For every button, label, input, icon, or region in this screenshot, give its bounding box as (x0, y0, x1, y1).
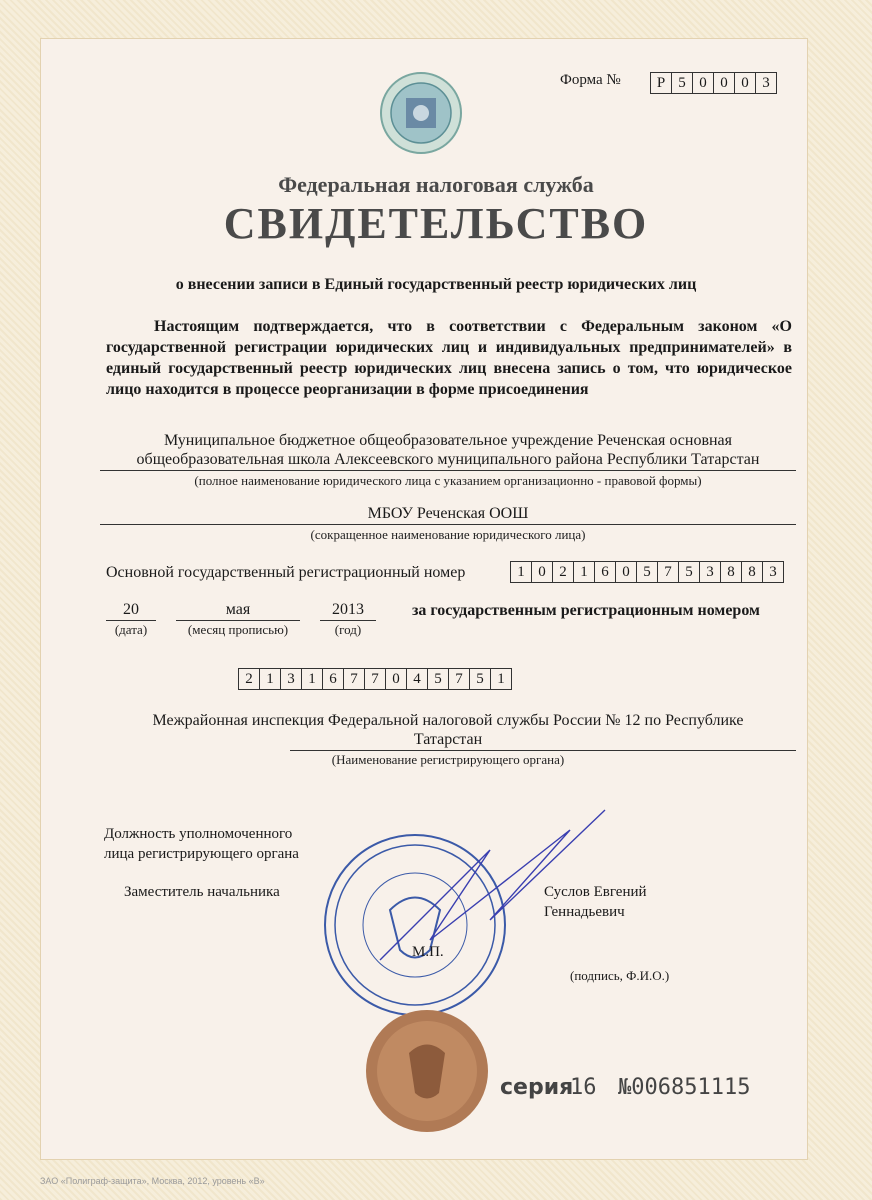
entity-short-name: МБОУ Реченская ООШ (367, 505, 529, 522)
authority-underline (290, 750, 796, 751)
signature-mark (370, 790, 610, 980)
emblem-hologram-icon (378, 70, 464, 156)
ogrn-cell: 6 (595, 561, 616, 583)
grn-cell: 7 (344, 668, 365, 690)
position-label-line2: лица регистрирующего органа (104, 846, 299, 862)
grn-cell: 5 (428, 668, 449, 690)
grn-number (238, 668, 512, 690)
agency-name: Федеральная налоговая служба (278, 172, 594, 197)
date-year-caption: (год) (334, 622, 362, 637)
grn-cell: 7 (449, 668, 470, 690)
document-subtitle: о внесении записи в Единый государственный реестр юридических лиц (175, 276, 697, 293)
date-month-caption: (месяц прописью) (187, 622, 289, 637)
ogrn-cell: 0 (532, 561, 553, 583)
entity-full-name-line2: общеобразовательная школа Алексеевского муниципального района Республики Татарстан (136, 451, 760, 468)
form-code-cell: 0 (693, 72, 714, 94)
printer-footer: ЗАО «Полиграф-защита», Москва, 2012, уровень «В» (40, 1176, 265, 1186)
ogrn-cell: 3 (700, 561, 721, 583)
grn-cell: 4 (407, 668, 428, 690)
grn-cell: 1 (491, 668, 512, 690)
short-name-underline (100, 524, 796, 525)
date-month-underline (176, 620, 300, 621)
series-value: 16 (570, 1075, 597, 1100)
form-code-cell: Р (650, 72, 672, 94)
registration-label: за государственным регистрационным номером (412, 602, 760, 619)
signature-caption: (подпись, Ф.И.О.) (570, 968, 670, 983)
form-code-cell: 0 (714, 72, 735, 94)
ogrn-cell: 5 (679, 561, 700, 583)
ogrn-cell: 5 (637, 561, 658, 583)
ogrn-number (510, 561, 784, 583)
full-name-underline (100, 470, 796, 471)
grn-cell: 6 (323, 668, 344, 690)
ogrn-cell: 2 (553, 561, 574, 583)
grn-cell: 2 (238, 668, 260, 690)
ogrn-cell: 3 (763, 561, 784, 583)
ogrn-cell: 8 (721, 561, 742, 583)
series-label: серия (500, 1075, 574, 1100)
document-title: СВИДЕТЕЛЬСТВО (223, 199, 649, 248)
ogrn-cell: 0 (616, 561, 637, 583)
ogrn-cell: 8 (742, 561, 763, 583)
ogrn-label: Основной государственный регистрационный номер (106, 564, 466, 581)
ogrn-cell: 1 (510, 561, 532, 583)
date-day: 20 (123, 601, 139, 618)
gold-seal-icon (364, 1008, 490, 1134)
date-year: 2013 (332, 601, 364, 618)
form-code-cell: 3 (756, 72, 777, 94)
grn-cell: 1 (260, 668, 281, 690)
authority-line1: Межрайонная инспекция Федеральной налоговой службы России № 12 по Республике (152, 712, 744, 729)
ogrn-cell: 7 (658, 561, 679, 583)
official-position: Заместитель начальника (124, 884, 280, 900)
series-number: №006851115 (618, 1075, 751, 1100)
form-code-cell: 0 (735, 72, 756, 94)
grn-cell: 5 (470, 668, 491, 690)
grn-cell: 0 (386, 668, 407, 690)
form-label: Форма № (560, 72, 621, 88)
grn-cell: 1 (302, 668, 323, 690)
grn-cell: 3 (281, 668, 302, 690)
ogrn-cell: 1 (574, 561, 595, 583)
official-name-line1: Суслов Евгений (544, 884, 647, 900)
form-code (650, 72, 777, 94)
date-day-caption: (дата) (114, 622, 148, 637)
full-name-caption: (полное наименование юридического лица с указанием организационно - правовой формы) (194, 473, 702, 488)
grn-cell: 7 (365, 668, 386, 690)
form-code-cell: 5 (672, 72, 693, 94)
date-year-underline (320, 620, 376, 621)
authority-caption: (Наименование регистрирующего органа) (331, 752, 565, 767)
statement-text: Настоящим подтверждается, что в соответствии с Федеральным законом «О государственной регистрации юридических лиц и индивидуальных предпринимателей» в единый государственный реестр юридических лиц внесена запись о том, что юридическое лицо находится в процессе реорганизации в форме присоединения (106, 318, 792, 398)
short-name-caption: (сокращенное наименование юридического лица) (310, 527, 586, 542)
date-day-underline (106, 620, 156, 621)
entity-full-name-line1: Муниципальное бюджетное общеобразовательное учреждение Реченская основная (163, 432, 733, 449)
official-name-line2: Геннадьевич (544, 904, 625, 920)
date-month: мая (225, 601, 251, 618)
authority-line2: Татарстан (413, 731, 483, 748)
stamp-place-mark: М.П. (412, 944, 444, 960)
position-label-line1: Должность уполномоченного (104, 826, 293, 842)
